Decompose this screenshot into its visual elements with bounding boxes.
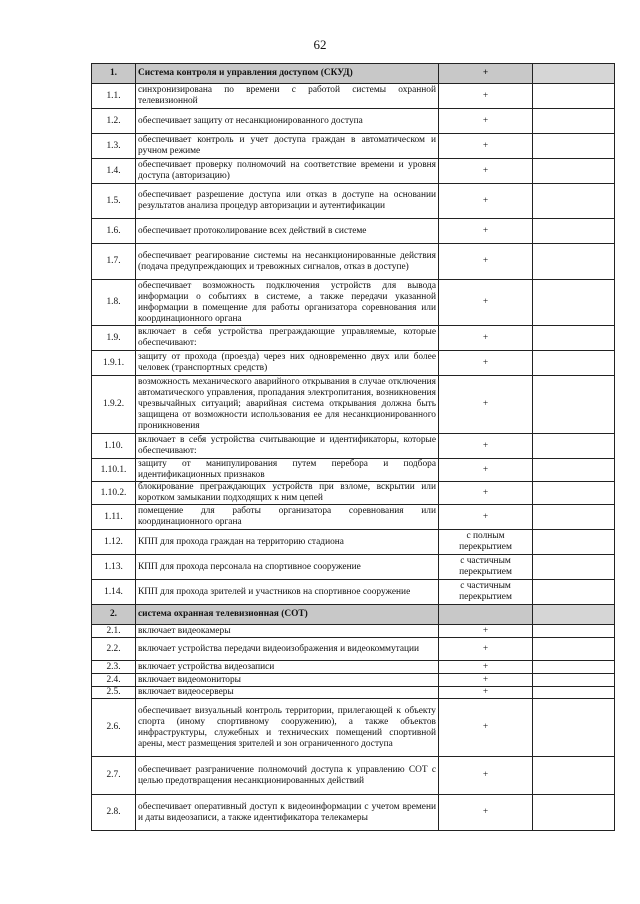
table-row [92, 109, 615, 134]
row-description: синхронизирована по времени с работой системы охранной телевизионной [136, 84, 439, 109]
row-empty-cell [533, 605, 615, 625]
table-row [92, 159, 615, 184]
table-row [92, 84, 615, 109]
row-description: защиту от прохода (проезда) через них одновременно двух или более человек (транспортных средств) [136, 351, 439, 376]
row-mark: + [439, 661, 533, 674]
row-description: включает видеокамеры [136, 625, 439, 638]
row-empty-cell [533, 580, 615, 605]
row-number: 1.9.1. [92, 351, 136, 376]
row-number: 2.4. [92, 674, 136, 687]
row-empty-cell [533, 134, 615, 159]
row-description: обеспечивает разрешение доступа или отказ в доступе на основании результатов анализа процедур авторизации и аутентификации [136, 184, 439, 219]
row-empty-cell [533, 326, 615, 351]
page-number: 62 [313, 37, 327, 52]
row-description: система охранная телевизионная (СОТ) [136, 605, 439, 625]
row-empty-cell [533, 159, 615, 184]
row-mark: + [439, 459, 533, 482]
row-empty-cell [533, 687, 615, 699]
row-description: Система контроля и управления доступом (СКУД) [136, 64, 439, 84]
table-row [92, 434, 615, 459]
row-number: 1.11. [92, 505, 136, 530]
row-empty-cell [533, 661, 615, 674]
row-mark: + [439, 219, 533, 244]
row-description: КПП для прохода граждан на территорию стадиона [136, 530, 439, 555]
row-description: блокирование преграждающих устройств при взломе, вскрытии или коротком замыкании подходящих к ним цепей [136, 482, 439, 505]
row-description: обеспечивает визуальный контроль территории, прилегающей к объекту спорта (иному спортивному сооружению), а также объектов инфраструктуры, служебных и технических помещений спортивной арены, мест размещения зрителей и зон ограниченного доступа [136, 699, 439, 757]
table-row [92, 555, 615, 580]
row-number: 2. [92, 605, 136, 625]
table-row [92, 376, 615, 434]
row-empty-cell [533, 244, 615, 280]
row-number: 2.5. [92, 687, 136, 699]
row-number: 1.7. [92, 244, 136, 280]
table-row [92, 580, 615, 605]
table-row [92, 459, 615, 482]
row-mark: + [439, 434, 533, 459]
row-mark: + [439, 244, 533, 280]
row-number: 1.9. [92, 326, 136, 351]
row-description: включает устройства передачи видеоизображения и видеокоммутации [136, 638, 439, 661]
row-number: 1. [92, 64, 136, 84]
row-number: 2.7. [92, 757, 136, 795]
row-description: обеспечивает протоколирование всех действий в системе [136, 219, 439, 244]
row-description: обеспечивает оперативный доступ к видеоинформации с учетом времени и даты видеозаписи, а также идентификатора телекамеры [136, 795, 439, 831]
row-number: 1.12. [92, 530, 136, 555]
row-number: 2.3. [92, 661, 136, 674]
row-description: возможность механического аварийного открывания в случае отключения автоматического управления, пропадания электропитания, возникновения чрезвычайных ситуаций; аварийная система открывания должна быть защищена от возможности использования ее для несанкционированного проникновения [136, 376, 439, 434]
table-row [92, 184, 615, 219]
table-row [92, 661, 615, 674]
table-row [92, 674, 615, 687]
row-empty-cell [533, 795, 615, 831]
row-mark: + [439, 351, 533, 376]
row-number: 1.4. [92, 159, 136, 184]
table-row [92, 638, 615, 661]
row-empty-cell [533, 84, 615, 109]
row-description: включает в себя устройства преграждающие управляемые, которые обеспечивают: [136, 326, 439, 351]
row-number: 1.9.2. [92, 376, 136, 434]
row-description: КПП для прохода персонала на спортивное сооружение [136, 555, 439, 580]
table-row [92, 219, 615, 244]
row-empty-cell [533, 459, 615, 482]
row-number: 1.1. [92, 84, 136, 109]
table-row [92, 625, 615, 638]
row-mark: + [439, 134, 533, 159]
requirements-table [91, 63, 615, 831]
row-mark: + [439, 280, 533, 326]
row-mark [439, 605, 533, 625]
table-row [92, 530, 615, 555]
table-row [92, 244, 615, 280]
row-mark: + [439, 64, 533, 84]
row-mark: + [439, 159, 533, 184]
row-number: 1.10.2. [92, 482, 136, 505]
row-description: обеспечивает контроль и учет доступа граждан в автоматическом и ручном режиме [136, 134, 439, 159]
row-empty-cell [533, 625, 615, 638]
row-number: 2.1. [92, 625, 136, 638]
row-empty-cell [533, 219, 615, 244]
row-description: помещение для работы организатора соревнования или координационного органа [136, 505, 439, 530]
row-mark: с полным перекрытием [439, 530, 533, 555]
table-row [92, 351, 615, 376]
row-empty-cell [533, 505, 615, 530]
row-mark: + [439, 84, 533, 109]
row-number: 1.14. [92, 580, 136, 605]
table-row [92, 699, 615, 757]
row-description: включает видеомониторы [136, 674, 439, 687]
row-mark: + [439, 326, 533, 351]
row-empty-cell [533, 638, 615, 661]
row-number: 2.2. [92, 638, 136, 661]
row-description: обеспечивает защиту от несанкционированного доступа [136, 109, 439, 134]
row-description: включает видеосерверы [136, 687, 439, 699]
row-description: включает устройства видеозаписи [136, 661, 439, 674]
row-mark: с частичным перекрытием [439, 580, 533, 605]
row-number: 1.10. [92, 434, 136, 459]
row-mark: + [439, 109, 533, 134]
row-mark: + [439, 482, 533, 505]
row-description: обеспечивает реагирование системы на несанкционированные действия (подача предупреждающих и тревожных сигналов, отказ в доступе) [136, 244, 439, 280]
row-mark: + [439, 184, 533, 219]
row-description: обеспечивает проверку полномочий на соответствие времени и уровня доступа (авторизацию) [136, 159, 439, 184]
row-description: обеспечивает возможность подключения устройств для вывода информации о событиях в системе, а также передачи указанной информации в помещение для работы организатора соревнования или координационного органа [136, 280, 439, 326]
table-row [92, 687, 615, 699]
row-empty-cell [533, 674, 615, 687]
table-row [92, 795, 615, 831]
section-row [92, 64, 615, 84]
row-number: 1.3. [92, 134, 136, 159]
row-empty-cell [533, 109, 615, 134]
row-number: 1.6. [92, 219, 136, 244]
row-empty-cell [533, 376, 615, 434]
section-row [92, 605, 615, 625]
row-description: защиту от манипулирования путем перебора и подбора идентификационных признаков [136, 459, 439, 482]
row-empty-cell [533, 482, 615, 505]
row-description: включает в себя устройства считывающие и идентификаторы, которые обеспечивают: [136, 434, 439, 459]
row-mark: + [439, 638, 533, 661]
table-row [92, 482, 615, 505]
row-empty-cell [533, 184, 615, 219]
row-mark: + [439, 625, 533, 638]
table-row [92, 134, 615, 159]
table-row [92, 757, 615, 795]
row-empty-cell [533, 351, 615, 376]
row-empty-cell [533, 699, 615, 757]
table-row [92, 505, 615, 530]
row-empty-cell [533, 530, 615, 555]
row-number: 1.10.1. [92, 459, 136, 482]
row-mark: + [439, 757, 533, 795]
row-number: 1.5. [92, 184, 136, 219]
row-mark: + [439, 795, 533, 831]
row-empty-cell [533, 434, 615, 459]
row-number: 1.13. [92, 555, 136, 580]
row-mark: + [439, 687, 533, 699]
row-number: 1.2. [92, 109, 136, 134]
row-description: обеспечивает разграничение полномочий доступа к управлению СОТ с целью предотвращения несанкционированных действий [136, 757, 439, 795]
row-mark: + [439, 699, 533, 757]
row-empty-cell [533, 280, 615, 326]
row-mark: + [439, 376, 533, 434]
row-mark: с частичным перекрытием [439, 555, 533, 580]
row-mark: + [439, 674, 533, 687]
row-empty-cell [533, 757, 615, 795]
row-number: 2.6. [92, 699, 136, 757]
row-number: 1.8. [92, 280, 136, 326]
row-number: 2.8. [92, 795, 136, 831]
row-mark: + [439, 505, 533, 530]
row-description: КПП для прохода зрителей и участников на спортивное сооружение [136, 580, 439, 605]
table-row [92, 326, 615, 351]
row-empty-cell [533, 555, 615, 580]
row-empty-cell [533, 64, 615, 84]
table-row [92, 280, 615, 326]
